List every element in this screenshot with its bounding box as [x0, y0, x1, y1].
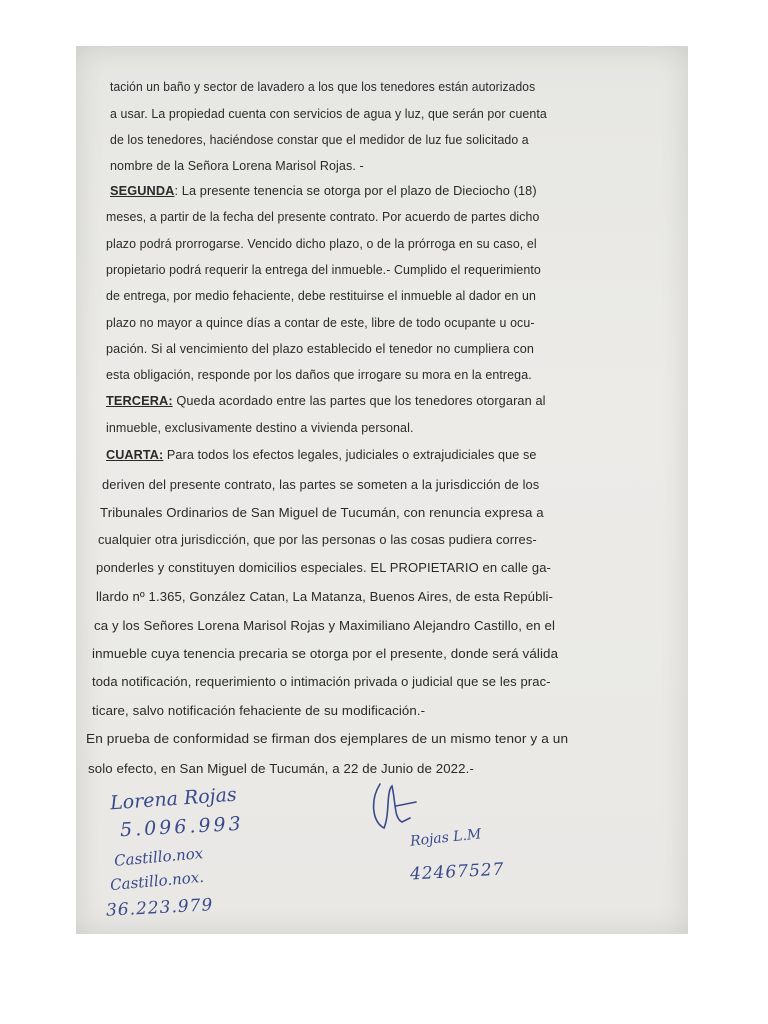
clause-text: Para todos los efectos legales, judiciales o extrajudiciales que se	[163, 448, 537, 462]
text-line: pación. Si al vencimiento del plazo establecido el tenedor no cumpliera con	[106, 342, 534, 356]
signature-right-id: 42467527	[409, 859, 505, 885]
text-line: En prueba de conformidad se firman dos ejemplares de un mismo tenor y a un	[86, 732, 569, 746]
signature-right-name: Rojas L.M	[409, 826, 483, 850]
text-line: inmueble, exclusivamente destino a vivienda personal.	[106, 421, 414, 435]
signature-left-second-name: Castillo.nox	[113, 844, 204, 870]
text-line: meses, a partir de la fecha del presente contrato. Por acuerdo de partes dicho	[106, 210, 540, 224]
text-line: a usar. La propiedad cuenta con servicios de agua y luz, que serán por cuenta	[110, 107, 547, 121]
text-line: solo efecto, en San Miguel de Tucumán, a 22 de Junio de 2022.-	[88, 762, 474, 776]
scanned-page	[76, 46, 688, 934]
text-line: deriven del presente contrato, las partes se someten a la jurisdicción de los	[102, 478, 540, 492]
signature-right-scribble	[366, 778, 426, 838]
text-line: esta obligación, responde por los daños que irrogare su mora en la entrega.	[106, 368, 532, 382]
clause-tercera	[106, 394, 546, 408]
signature-left-second-name-repeat: Castillo.nox.	[109, 867, 205, 895]
clause-text: Queda acordado entre las partes que los tenedores otorgaran al	[172, 394, 546, 408]
clause-segunda	[110, 184, 537, 198]
text-line: plazo no mayor a quince días a contar de este, libre de todo ocupante u ocu-	[106, 316, 535, 330]
clause-text: : La presente tenencia se otorga por el plazo de Dieciocho (18)	[174, 184, 537, 198]
text-line: llardo nº 1.365, González Catan, La Matanza, Buenos Aires, de esta Repúbli-	[96, 590, 554, 604]
text-line: ponderles y constituyen domicilios especiales. EL PROPIETARIO en calle ga-	[96, 561, 551, 575]
text-line: nombre de la Señora Lorena Marisol Rojas. -	[110, 159, 364, 173]
text-line: Tribunales Ordinarios de San Miguel de Tucumán, con renuncia expresa a	[100, 506, 544, 520]
text-line: propietario podrá requerir la entrega del inmueble.- Cumplido el requerimiento	[106, 263, 541, 277]
text-line: de los tenedores, haciéndose constar que el medidor de luz fue solicitado a	[110, 133, 529, 147]
text-line: ca y los Señores Lorena Marisol Rojas y Maximiliano Alejandro Castillo, en el	[94, 619, 556, 633]
text-line: toda notificación, requerimiento o intimación privada o judicial que se les prac-	[92, 675, 551, 689]
text-line: cualquier otra jurisdicción, que por las personas o las cosas pudiera corres-	[98, 533, 537, 547]
text-line: ticare, salvo notificación fehaciente de su modificación.-	[92, 704, 426, 718]
clause-cuarta	[106, 448, 536, 462]
text-line: de entrega, por medio fehaciente, debe restituirse el inmueble al dador en un	[106, 289, 537, 303]
clause-heading: SEGUNDA	[110, 184, 175, 198]
signature-left-second-id: 36.223.979	[105, 895, 214, 921]
text-line: tación un baño y sector de lavadero a los que los tenedores están autorizados	[110, 80, 536, 94]
text-line: plazo podrá prorrogarse. Vencido dicho plazo, o de la prórroga en su caso, el	[106, 237, 537, 251]
clause-heading: TERCERA:	[106, 394, 173, 408]
clause-heading: CUARTA:	[106, 448, 164, 462]
signature-left-id: 5.096.993	[119, 812, 245, 842]
signature-left-name: Lorena Rojas	[109, 783, 238, 815]
text-line: inmueble cuya tenencia precaria se otorga por el presente, donde será válida	[92, 647, 559, 661]
